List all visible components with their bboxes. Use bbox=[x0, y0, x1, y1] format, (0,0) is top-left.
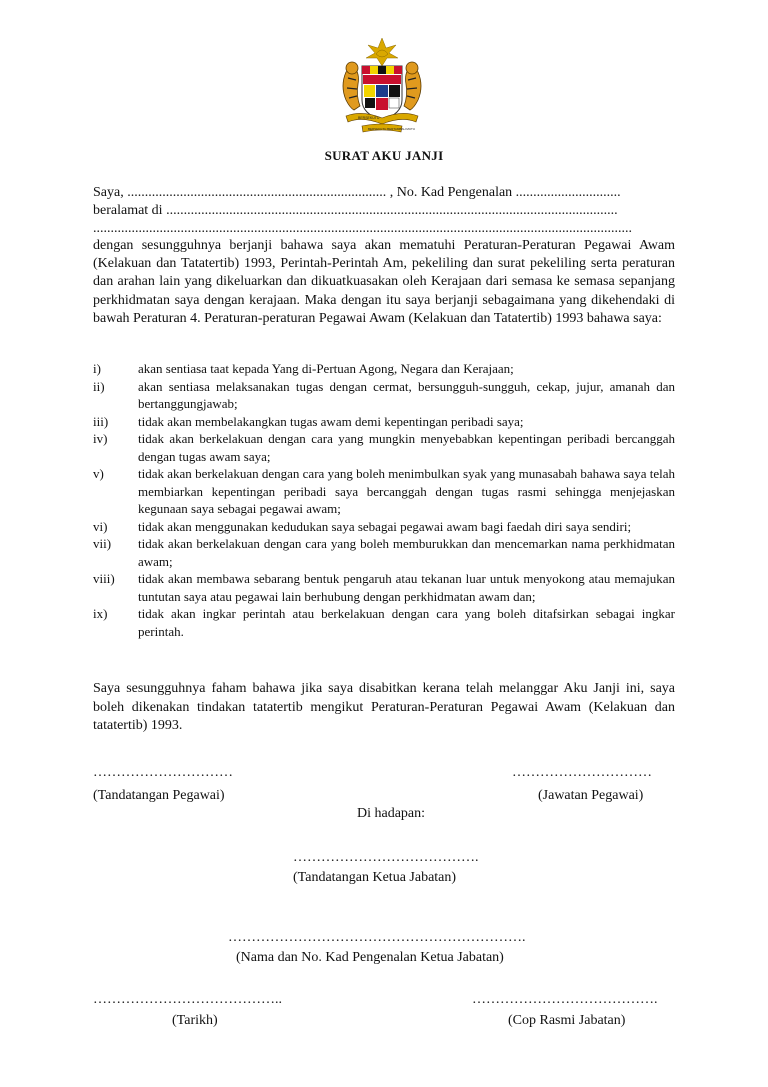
officer-signature-line: ………………………… bbox=[93, 765, 233, 780]
closing-paragraph: Saya sesungguhnya faham bahawa jika saya disabitkan kerana telah melanggar Aku Janji ini, saya boleh dikenakan tindakan tatatertib mengikut Peraturan-Peraturan Pegawai Awam (Kelakuan dan tatatertib) 1993. bbox=[93, 681, 675, 733]
position-line: ………………………… bbox=[512, 765, 652, 780]
list-item: iv) tidak akan berkelakuan dengan cara yang mungkin menyebabkan kepentingan peribadi bercanggah dengan tugas awam saya; bbox=[93, 431, 675, 464]
head-signature-line: …………………………………. bbox=[293, 850, 479, 865]
list-item: v) tidak akan berkelakuan dengan cara yang boleh menimbulkan syak yang munasabah bahawa saya telah membiarkan kepentingan peribadi saya bercanggah dengan tugas rasmi sehingga menjejaskan kegunaan saya sebagai pegawai awam; bbox=[93, 466, 675, 516]
list-item: viii) tidak akan membawa sebarang bentuk pengaruh atau tekanan luar untuk menyokong atau memajukan tuntutan saya atau pegawai lain berhubung dengan perkhidmatan awam dan; bbox=[93, 571, 675, 604]
name-ic-line: Saya, .......................................................................... , No. Kad Pengenalan .............................. bbox=[93, 185, 621, 200]
witness-heading: Di hadapan: bbox=[357, 806, 426, 821]
address-line: beralamat di ................................................................................................................................. bbox=[93, 203, 618, 218]
stamp-label: (Cop Rasmi Jabatan) bbox=[508, 1013, 626, 1028]
officer-signature-label: (Tandatangan Pegawai) bbox=[93, 788, 225, 803]
crest-label-bottom: BERSEKUTU BERTAMBAH MUTU bbox=[368, 127, 416, 131]
list-item: i) akan sentiasa taat kepada Yang di-Pertuan Agong, Negara dan Kerajaan; bbox=[93, 361, 514, 376]
head-name-line: ………………………………………………………. bbox=[228, 930, 526, 945]
list-item: ix) tidak akan ingkar perintah atau berkelakuan dengan cara yang boleh ditafsirkan sebagai ingkar perintah. bbox=[93, 606, 675, 639]
address-line-continued: .......................................................................................................................................................... bbox=[93, 221, 632, 236]
date-line: ………………………………….. bbox=[93, 992, 282, 1007]
document-title: SURAT AKU JANJI bbox=[324, 148, 444, 163]
coat-of-arms-emblem bbox=[332, 36, 432, 136]
stamp-line: …………………………………. bbox=[472, 992, 658, 1007]
list-item: ii) akan sentiasa melaksanakan tugas dengan cermat, bersungguh-sungguh, cekap, jujur, amanah dan bertanggungjawab; bbox=[93, 378, 675, 411]
crest-label-top: BERSEKUTU bbox=[358, 116, 380, 120]
pledge-paragraph: dengan sesungguhnya berjanji bahawa saya akan mematuhi Peraturan-Peraturan Pegawai Awam (Kelakuan dan Tatatertib) 1993, Perintah-Perintah Am, pekeliling dan surat pekeliling serta peraturan dan arahan lain yang dikeluarkan dan dikuatkuasakan oleh Kerajaan dari semasa ke semasa sepanjang perkhidmatan saya dengan kerajaan. Maka dengan itu saya berjanji sebagaimana yang dikehendaki di bawah Peraturan 4. Peraturan-peraturan Pegawai Awam (Kelakuan dan Tatatertib) 1993 bahawa saya: bbox=[93, 238, 675, 326]
head-signature-label: (Tandatangan Ketua Jabatan) bbox=[293, 870, 457, 885]
pledge-list bbox=[93, 360, 675, 640]
list-item: iii) tidak akan membelakangkan tugas awam demi kepentingan peribadi saya; bbox=[93, 413, 524, 429]
list-item: vii) tidak akan berkelakuan dengan cara yang boleh memburukkan dan mencemarkan nama perkhidmatan awam; bbox=[93, 536, 675, 569]
date-label: (Tarikh) bbox=[172, 1013, 218, 1028]
head-name-label: (Nama dan No. Kad Pengenalan Ketua Jabatan) bbox=[236, 950, 504, 965]
list-item: vi) tidak akan menggunakan kedudukan saya sebagai pegawai awam bagi faedah diri saya sendiri; bbox=[93, 518, 632, 534]
position-label: (Jawatan Pegawai) bbox=[538, 788, 644, 803]
